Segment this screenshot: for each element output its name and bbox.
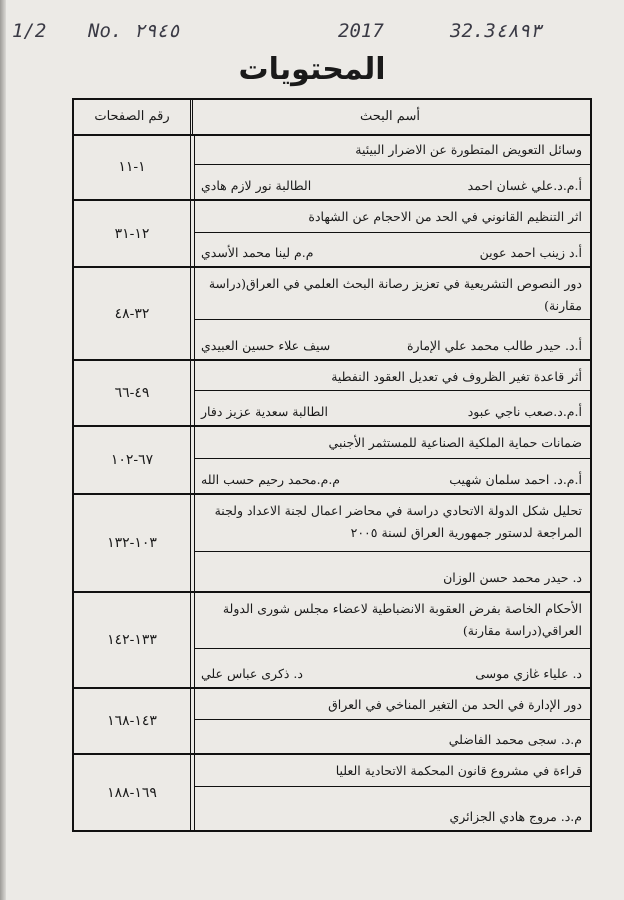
entry-cell <box>195 134 590 199</box>
author: أ.د زينب احمد عوين <box>479 245 582 260</box>
entry-title: تحليل شكل الدولة الاتحادي دراسة في محاضر اعمال لجنة الاعداد ولجنة المراجعة لدستور جمهورية العراق لسنة ٢٠٠٥ <box>195 495 590 552</box>
entry-authors <box>195 809 590 830</box>
entry-title: أثر قاعدة تغير الظروف في تعديل العقود النفطية <box>195 361 590 391</box>
entry-cell <box>195 427 590 493</box>
page-range: ١٣٣-١٤٢ <box>107 632 157 648</box>
header-title-column: أسم البحث <box>360 109 420 124</box>
page-range: ١٢-٣١ <box>114 225 150 242</box>
header-pages-column: رقم الصفحات <box>74 100 193 134</box>
entry-authors <box>195 404 590 425</box>
handwritten-number: No. ٢٩٤٥ <box>88 20 180 42</box>
entry-title: وسائل التعويض المتطورة عن الاضرار البيئية <box>195 134 590 165</box>
author: د. ذكرى عباس علي <box>201 666 303 681</box>
entry-title: اثر التنظيم القانوني في الحد من الاحجام عن الشهادة <box>195 201 590 233</box>
entry-cell <box>195 268 590 359</box>
author: د. حيدر محمد حسن الوزان <box>443 570 582 585</box>
table-row <box>74 689 590 755</box>
table-row <box>74 755 590 830</box>
author: أ.م.د.علي غسان احمد <box>467 178 582 193</box>
handwritten-code: 32.3٤٨٩٣ <box>450 20 542 42</box>
author: أ.د. حيدر طالب محمد علي الإمارة <box>406 338 582 353</box>
entry-cell <box>195 495 590 591</box>
page-range: ١-١١ <box>118 158 146 175</box>
entry-title: دور الإدارة في الحد من التغير المناخي في العراق <box>195 689 590 720</box>
page-range: ١٠٣-١٣٢ <box>107 535 157 551</box>
entry-authors <box>195 666 590 687</box>
entry-title: دور النصوص التشريعية في تعزيز رصانة البحث العلمي في العراق(دراسة مقارنة) <box>195 268 590 320</box>
author: م.د. مروج هادي الجزائري <box>449 809 582 824</box>
entry-authors <box>195 245 590 266</box>
table-row <box>74 361 590 427</box>
entry-title: ضمانات حماية الملكية الصناعية للمستثمر الأجنبي <box>195 427 590 459</box>
table-row <box>74 268 590 361</box>
table-row <box>74 495 590 593</box>
contents-table <box>72 98 592 832</box>
page-range: ١٦٩-١٨٨ <box>107 784 157 801</box>
author: أ.م.د.صعب ناجي عبود <box>467 404 582 419</box>
entry-cell <box>195 361 590 425</box>
table-row <box>74 134 590 201</box>
table-row <box>74 427 590 495</box>
entry-authors <box>195 570 590 591</box>
page-range: ١٤٣-١٦٨ <box>107 713 157 729</box>
scan-edge <box>0 0 6 900</box>
entry-authors <box>195 338 590 359</box>
page-range: ٤٩-٦٦ <box>114 385 150 401</box>
handwritten-note <box>10 10 614 50</box>
entry-authors <box>195 472 590 493</box>
table-header <box>74 100 590 136</box>
entry-authors <box>195 732 590 753</box>
page-range: ٣٢-٤٨ <box>114 305 150 322</box>
entry-cell <box>195 201 590 266</box>
author: م.د. سجى محمد الفاضلي <box>448 732 582 747</box>
entry-cell <box>195 593 590 687</box>
entry-title: قراءة في مشروع قانون المحكمة الاتحادية العليا <box>195 755 590 787</box>
author: م.م لينا محمد الأسدي <box>201 245 314 260</box>
entry-cell <box>195 755 590 830</box>
author: م.م.محمد رحيم حسب الله <box>201 472 341 487</box>
handwritten-year: 2017 <box>338 20 384 42</box>
author: د. علياء غازي موسى <box>475 666 582 681</box>
handwritten-page-ref: 1/2 <box>12 20 47 42</box>
author: الطالبة نور لازم هادي <box>201 178 312 193</box>
author: أ.م.د. احمد سلمان شهيب <box>449 472 582 487</box>
entry-authors <box>195 178 590 199</box>
page-range: ٦٧-١٠٢ <box>110 452 154 468</box>
entry-cell <box>195 689 590 753</box>
entry-title: الأحكام الخاصة بفرض العقوبة الانضباطية لاعضاء مجلس شورى الدولة العراقي(دراسة مقارنة) <box>195 593 590 649</box>
author: سيف علاء حسين العبيدي <box>201 338 331 353</box>
page-title: المحتويات <box>238 52 386 87</box>
table-row <box>74 201 590 268</box>
table-row <box>74 593 590 689</box>
author: الطالبة سعدية عزيز دفار <box>201 404 328 419</box>
